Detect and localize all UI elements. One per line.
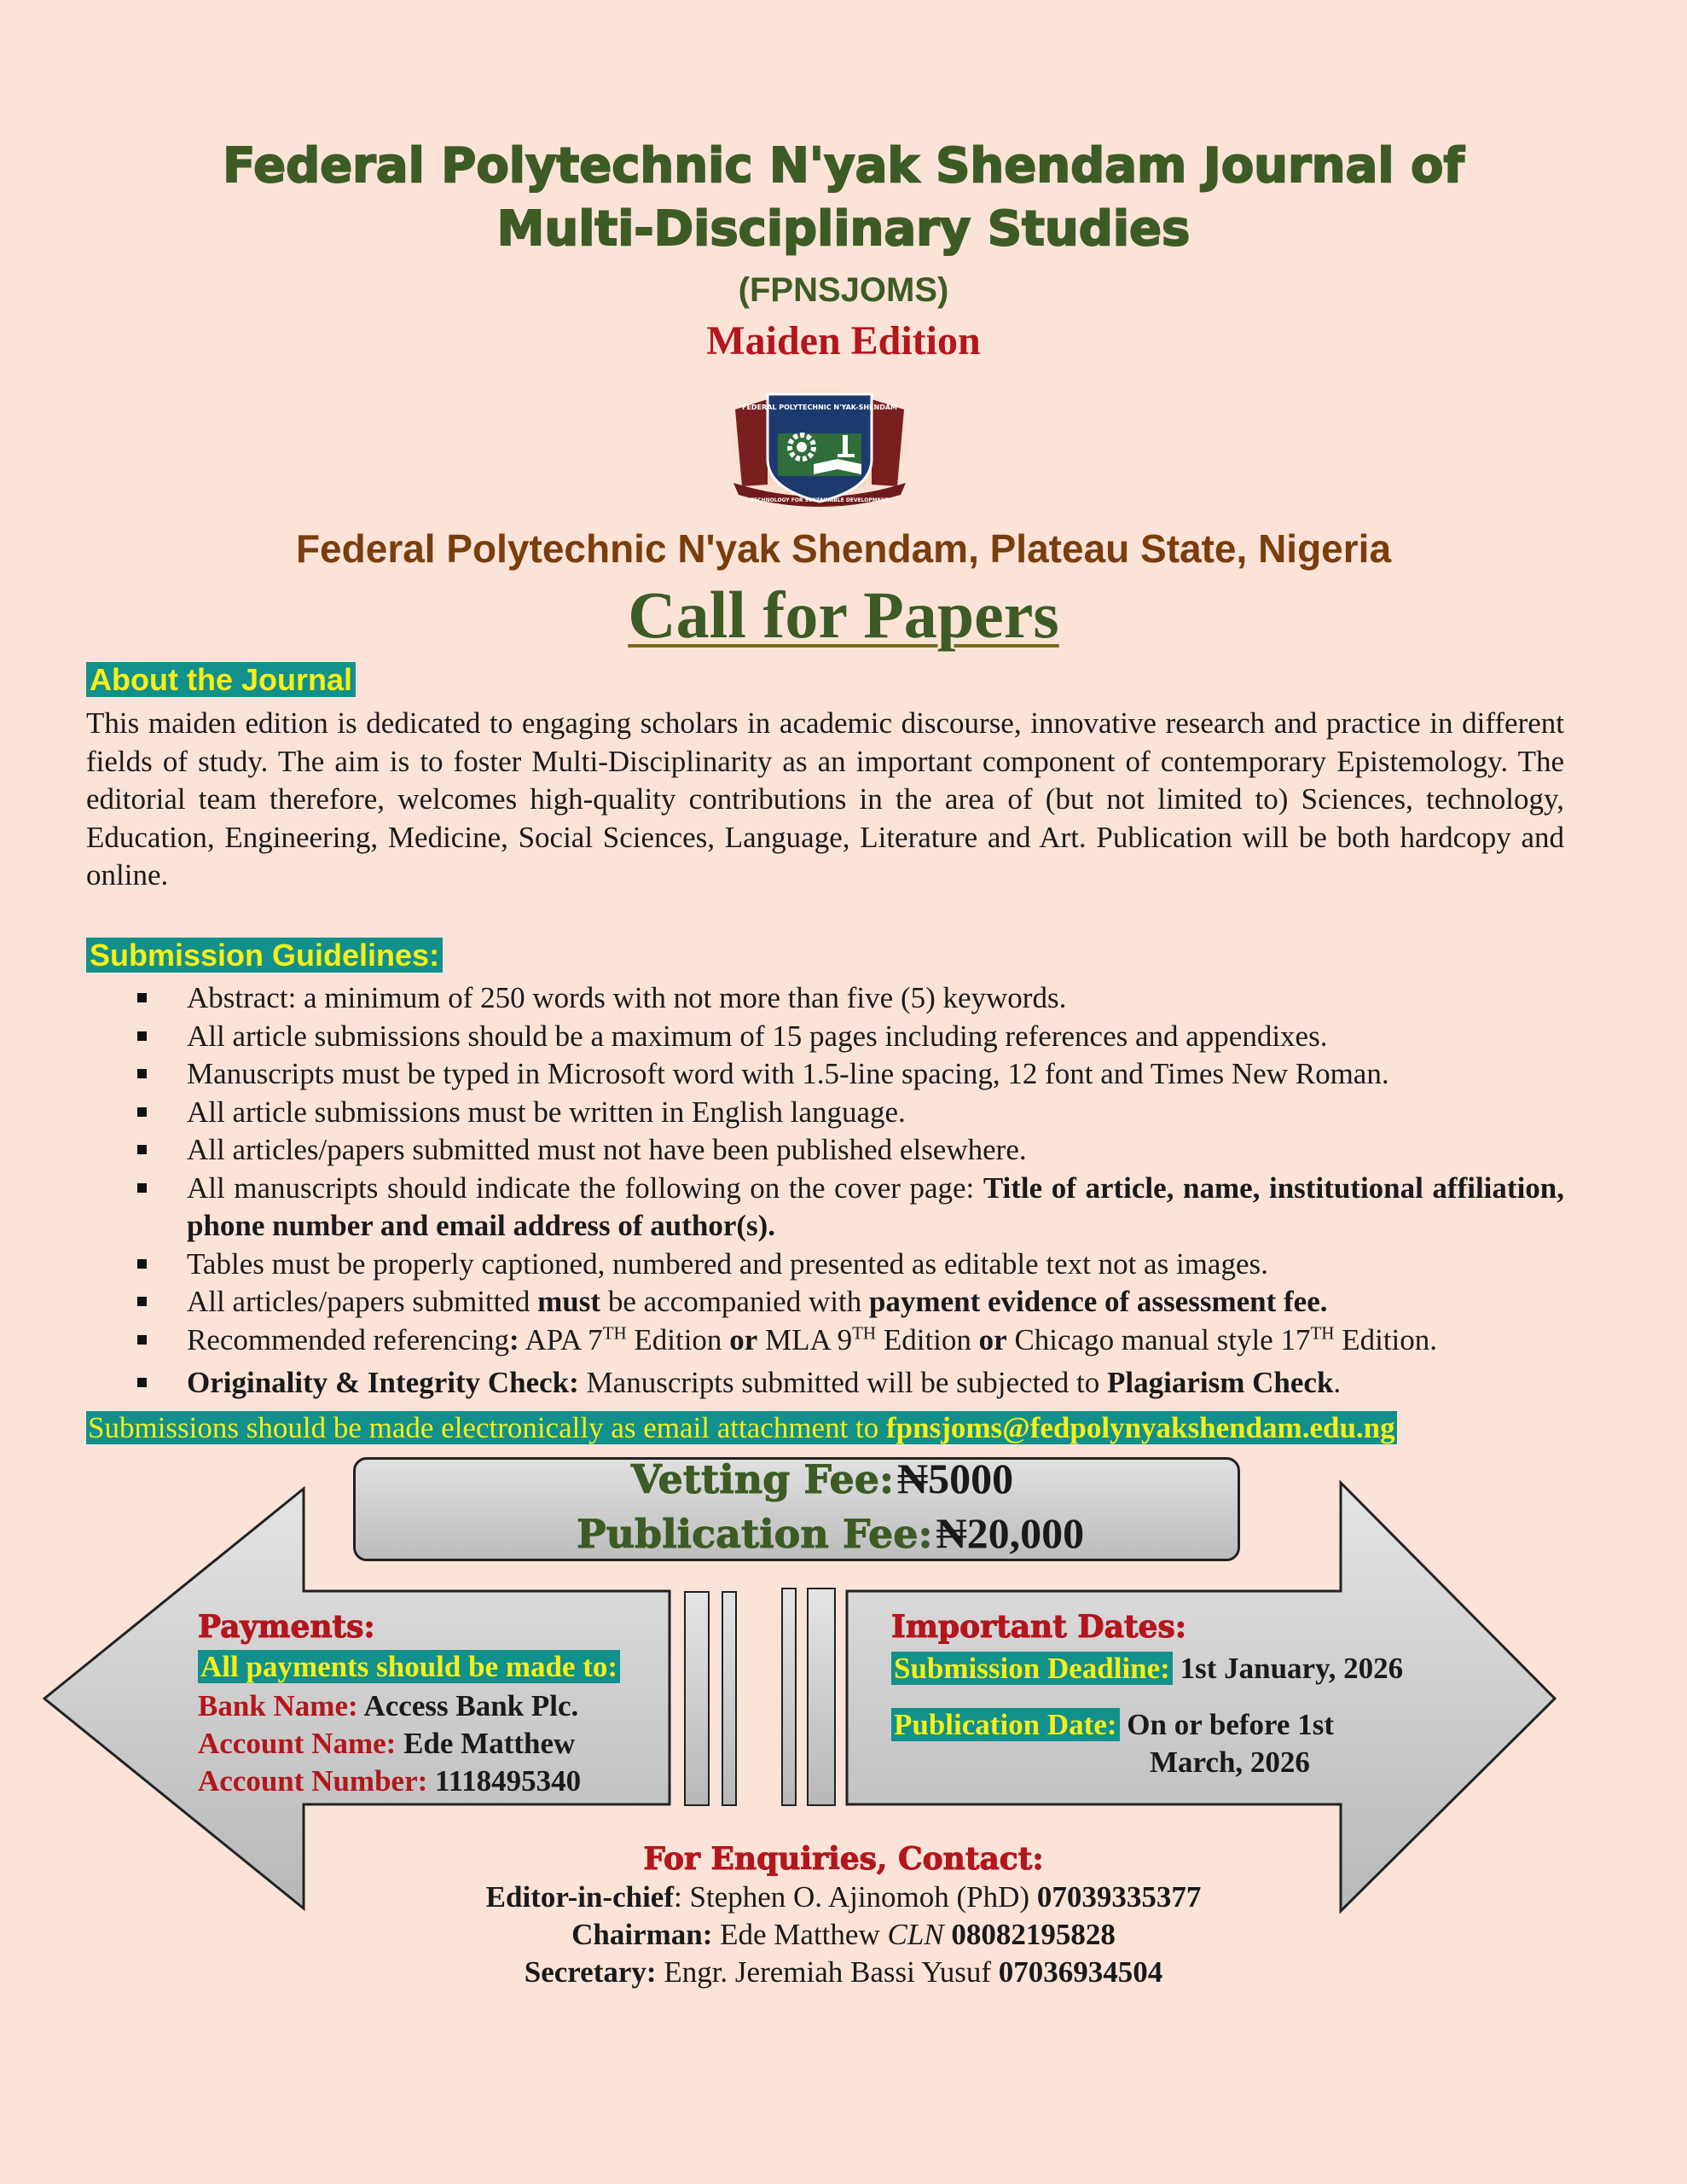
list-item: Recommended referencing: APA 7TH Edition or MLA 9TH Edition or Chicago manual style 17TH Edition. xyxy=(86,1321,1564,1360)
stripe xyxy=(685,1592,709,1805)
account-number: Account Number: 1118495340 xyxy=(198,1764,582,1798)
payments-instruction: All payments should be made to: xyxy=(198,1648,620,1686)
journal-acronym: (FPNSJOMS) xyxy=(738,271,949,309)
list-item: Abstract: a minimum of 250 words with not more than five (5) keywords. xyxy=(86,979,1564,1018)
journal-title-line-1: Federal Polytechnic N'yak Shendam Journal of xyxy=(223,138,1464,194)
list-item: All article submissions must be written in English language. xyxy=(86,1094,1564,1132)
guidelines-heading: Submission Guidelines: xyxy=(86,936,443,975)
stripe xyxy=(722,1592,736,1805)
stripe xyxy=(782,1589,796,1805)
contact-chairman: Chairman: Ede Matthew CLN 08082195828 xyxy=(571,1918,1116,1951)
list-item: Originality & Integrity Check: Manuscripts submitted will be subjected to Plagiarism Check. xyxy=(86,1364,1564,1403)
submission-line: Submissions should be made electronically as email attachment to fpnsjoms@fedpolynyakshendam.edu.ng xyxy=(88,1411,1395,1444)
publication-fee: Publication Fee: ₦20,000 xyxy=(577,1509,1085,1557)
about-body: This maiden edition is dedicated to engaging scholars in academic discourse, innovative research and practice in different fields of study. The aim is to foster Multi-Disciplinarity as an important component of contemporary Epistemology. The editorial team therefore, welcomes high-quality contributions in the area of (but not limited to) Sciences, technology, Education, Engineering, Medicine, Social Sciences, Language, Literature and Art. Publication will be both hardcopy and online. xyxy=(86,706,1564,892)
submission-deadline: Submission Deadline: 1st January, 2026 xyxy=(891,1650,1403,1687)
about-heading: About the Journal xyxy=(86,660,356,700)
submission-email: fpnsjoms@fedpolynyakshendam.edu.ng xyxy=(886,1411,1395,1444)
journal-title-line-2: Multi-Disciplinary Studies xyxy=(496,201,1191,257)
payments-heading: Payments: xyxy=(198,1609,375,1645)
dates-heading: Important Dates: xyxy=(891,1609,1187,1645)
contact-editor: Editor-in-chief: Stephen O. Ajinomoh (PhD) 07039335377 xyxy=(485,1880,1202,1914)
vetting-fee: Vetting Fee: ₦5000 xyxy=(631,1455,1014,1502)
call-for-papers-heading: Call for Papers xyxy=(628,578,1059,652)
publication-date: Publication Date: On or before 1st xyxy=(891,1706,1334,1744)
logo-top-text: FEDERAL POLYTECHNIC N'YAK-SHENDAM xyxy=(742,404,897,411)
logo-bottom-text: TECHNOLOGY FOR SUSTAINABLE DEVELOPMENT xyxy=(751,497,889,503)
contact-heading: For Enquiries, Contact: xyxy=(643,1841,1044,1877)
institution-name: Federal Polytechnic N'yak Shendam, Plateau State, Nigeria xyxy=(295,526,1392,571)
stripe xyxy=(808,1589,835,1805)
list-item: All articles/papers submitted must be accompanied with payment evidence of assessment fee. xyxy=(86,1283,1564,1321)
bank-name: Bank Name: Access Bank Plc. xyxy=(198,1689,579,1722)
list-item: Tables must be properly captioned, numbered and presented as editable text not as images. xyxy=(86,1246,1564,1284)
list-item: Manuscripts must be typed in Microsoft word with 1.5-line spacing, 12 font and Times New Roman. xyxy=(86,1055,1564,1094)
list-item: All article submissions should be a maximum of 15 pages including references and appendixes. xyxy=(86,1018,1564,1056)
list-item: All articles/papers submitted must not have been published elsewhere. xyxy=(86,1131,1564,1170)
list-item: All manuscripts should indicate the following on the cover page: Title of article, name, institutional affiliation, phone number and email address of author(s). xyxy=(86,1170,1564,1246)
account-name: Account Name: Ede Matthew xyxy=(198,1727,576,1760)
contact-secretary: Secretary: Engr. Jeremiah Bassi Yusuf 07036934504 xyxy=(524,1955,1163,1989)
publication-date-line-2: March, 2026 xyxy=(1150,1745,1310,1779)
edition-label: Maiden Edition xyxy=(706,318,981,363)
